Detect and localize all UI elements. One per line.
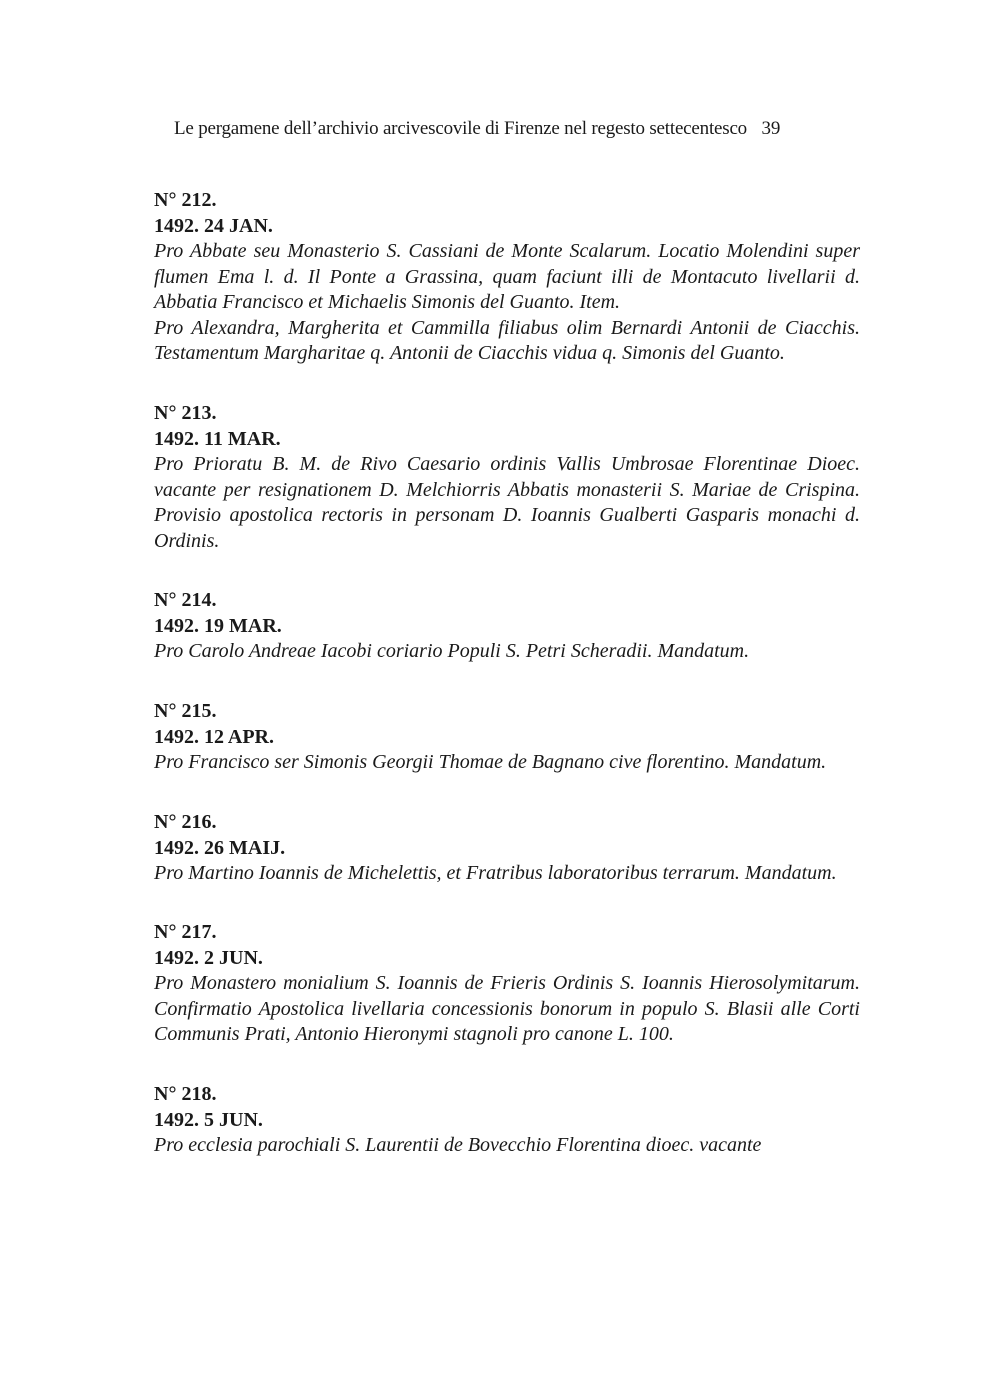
entry-number: N° 212.: [154, 189, 217, 211]
entry-text: [154, 239, 860, 367]
entry-paragraph: Pro Francisco ser Simonis Georgii Thomae de Bagnano cive florentino. Mandatum.: [154, 750, 827, 773]
entry-number: N° 218.: [154, 1082, 217, 1105]
entry-text: [154, 452, 860, 554]
entry-text: [154, 861, 860, 887]
entry-date: 1492. 26 MAIJ.: [154, 836, 286, 859]
entry-paragraph: Pro Abbate seu Monasterio S. Cassiani de Monte Scalarum. Locatio Molendini super flumen Ema l. d. Il Ponte a Grassina, quam faciunt illi de Montacuto livellarii d. Abbatia Francisco et Michaelis Simonis del Guanto. Item.: [154, 240, 860, 314]
page-number: 39: [761, 118, 781, 139]
entry-number: N° 216.: [154, 810, 217, 833]
entry-212: [154, 187, 860, 367]
entry-date: 1492. 24 JAN.: [154, 215, 273, 237]
entries-list: [154, 187, 860, 1192]
entry-number: N° 215.: [154, 699, 217, 722]
entry-text: [154, 1133, 860, 1159]
entry-number: N° 214.: [154, 589, 217, 612]
entry-date: 1492. 12 APR.: [154, 725, 274, 748]
entry-215: [154, 698, 860, 776]
entry-218: [154, 1081, 860, 1159]
entry-date: 1492. 5 JUN.: [154, 1108, 263, 1131]
entry-number: N° 217.: [154, 921, 217, 944]
entry-paragraph: Pro ecclesia parochiali S. Laurentii de Bovecchio Florentina dioec. vacante: [154, 1133, 762, 1156]
entry-date: 1492. 2 JUN.: [154, 947, 263, 970]
entry-text: [154, 971, 860, 1048]
entry-paragraph: Pro Prioratu B. M. de Rivo Caesario ordinis Vallis Umbrosae Florentinae Dioec. vacante per resignationem D. Melchiorris Abbatis monasterii S. Mariae de Crispina. Provisio apostolica rectoris in personam D. Ioannis Gualberti Gasparis monachi d. Ordinis.: [154, 452, 860, 552]
entry-text: [154, 750, 860, 776]
entry-date: 1492. 19 MAR.: [154, 615, 282, 638]
entry-216: [154, 809, 860, 887]
entry-paragraph: Pro Carolo Andreae Iacobi coriario Populi S. Petri Scheradii. Mandatum.: [154, 640, 750, 663]
entry-number: N° 213.: [154, 401, 217, 424]
entry-213: [154, 400, 860, 554]
entry-date: 1492. 11 MAR.: [154, 427, 281, 450]
running-header: [174, 118, 864, 140]
entry-217: [154, 919, 860, 1048]
entry-paragraph: Pro Alexandra, Margherita et Cammilla filiabus olim Bernardi Antonii de Ciacchis. Testamentum Margharitae q. Antonii de Ciacchis vidua q. Simonis del Guanto.: [154, 316, 860, 365]
entry-paragraph: Pro Monastero monialium S. Ioannis de Frieris Ordinis S. Ioannis Hierosolymitarum. Confirmatio Apostolica livellaria concessionis bonorum in populo S. Blasii alle Corti Communis Prati, Antonio Hieronymi stagnoli pro canone L. 100.: [154, 972, 860, 1046]
entry-text: [154, 639, 860, 665]
entry-214: [154, 587, 860, 665]
running-header-title: Le pergamene dell’archivio arcivescovile di Firenze nel regesto settecentesco: [174, 118, 747, 139]
entry-paragraph: Pro Martino Ioannis de Michelettis, et Fratribus laboratoribus terrarum. Mandatum.: [154, 861, 837, 884]
